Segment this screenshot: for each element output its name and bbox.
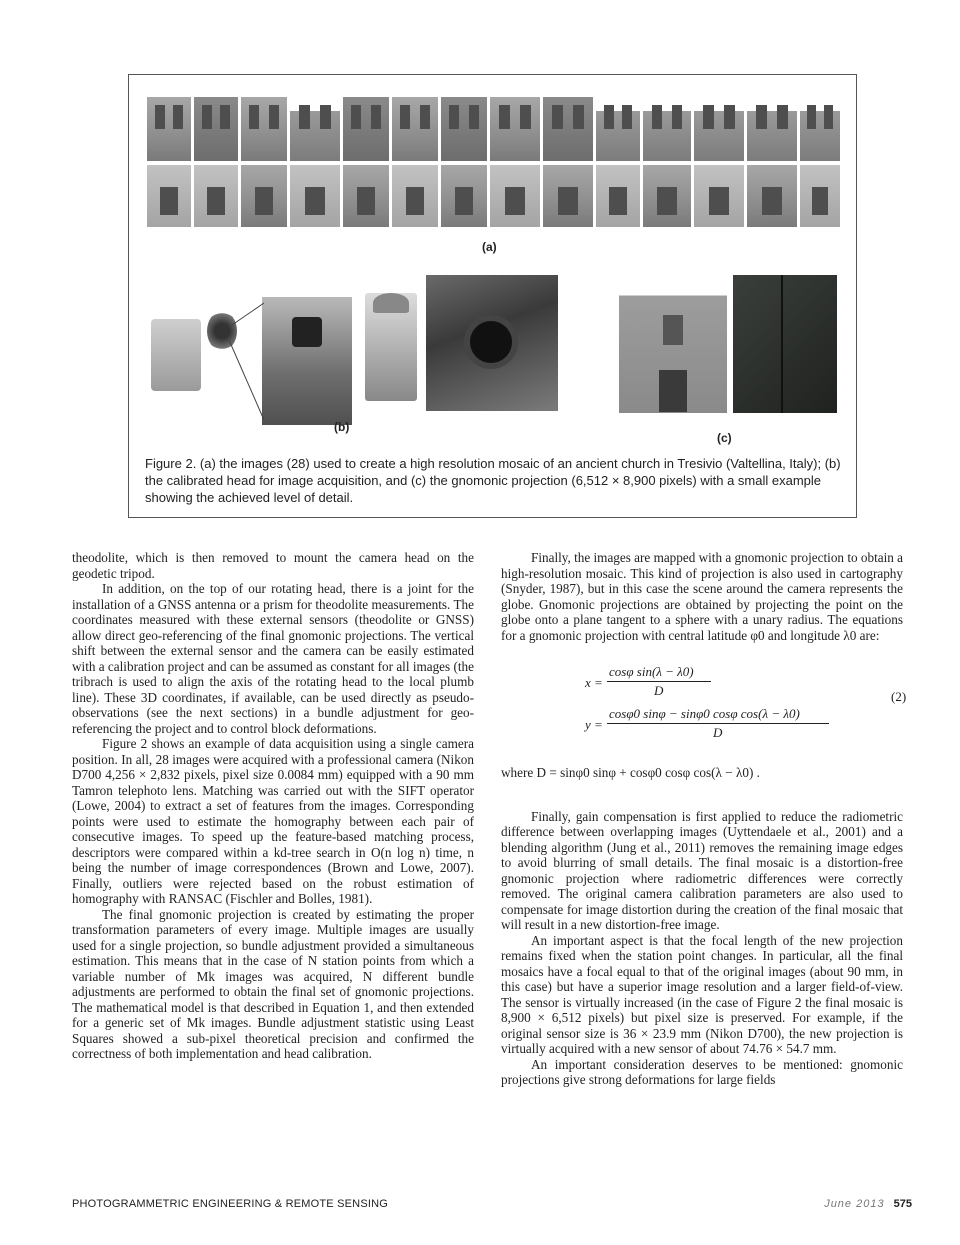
paragraph: In addition, on the top of our rotating head, there is a joint for the installation of a GNSS antenna or a prism for theodolite measurements. The coordinates measured with these external sensors (theodolite or GNSS) allow direct geo-referencing of the final gnomonic projections. The vertical shift between the external sensor and the camera can be easily estimated with a calibration project and can be assumed as constant for all images (the tribrach is used to align the axis of the rotating head to the local plumb line). These 3D coordinates, if available, can be used directly as pseudo-observations (see the next sections) in a bundle adjustment for geo-referencing the project and to control block deformations. [72,581,474,736]
paragraph: Finally, gain compensation is first applied to reduce the radiometric difference between overlapping images (Uyttendaele et al., 2001) and a blending algorithm (Jung et al., 2011) removes the remaining image edges to avoid blurring of small details. The final mosaic is a distortion-free gnomonic projection where radiometric differences were correctly removed. The original camera calibration parameters are also used to compensate for image distortion during the creation of the final mosaic that will result in a new distortion-free image. [501,808,903,932]
where-line: where D = sinφ0 sinφ + cosφ0 cosφ cos(λ − λ0) . [501,765,760,780]
paragraph: theodolite, which is then removed to mount the camera head on the geodetic tripod. [72,550,474,581]
paragraph: An important consideration deserves to be mentioned: gnomonic projections give strong deformations for large fields [501,1056,903,1087]
page-footer-right [824,1198,912,1210]
figure-label-b: (b) [334,420,350,434]
detail-example-photo [733,275,837,413]
journal-name: PHOTOGRAMMETRIC ENGINEERING & REMOTE SENSING [72,1198,389,1210]
paragraph: Finally, the images are mapped with a gnomonic projection to obtain a high-resolution mosaic. This kind of projection is also used in cartography (Snyder, 1987), but in this case the scene around the camera represents the globe. Gnomonic projections are obtained by projecting the point on the globe onto a plane tangent to a sphere with a unary radius. The equations for a gnomonic projection with central latitude φ0 and longitude λ0 are: [501,550,903,643]
figure-label-c: (c) [717,431,732,445]
eq-y-fraction-line [607,723,829,724]
eq-x-numerator: cosφ sin(λ − λ0) [609,664,694,679]
figure-label-a: (a) [482,240,497,254]
equation-2 [501,643,907,765]
equation-number: (2) [891,689,907,704]
paragraph: The final gnomonic projection is created by estimating the proper transformation parameters of every image. Multiple images are usually used for a single projection, so bundle adjustment provided a simultaneous estimation. This means that in the case of N station points from which a variable number of Mk images was acquired, N different bundle adjustments are performed to obtain the final set of gnomonic projections. The mathematical model is that described in Equation 1, and then extended for a generic set of Mk images. Bundle adjustment statistic using Least Squares showed a sub-pixel theoretical precision and confirmed the correctness of both implementation and head calibration. [72,906,474,1061]
gnomonic-projection-photo [619,275,727,413]
right-column [501,550,907,1088]
issue-date: June 2013 [824,1198,885,1210]
eq-y-denominator: D [713,725,723,740]
page-number: 575 [893,1198,912,1210]
figure-2 [128,74,857,518]
figure-caption: Figure 2. (a) the images (28) used to create a high resolution mosaic of an ancient church in Tresivio (Valtellina, Italy); (b) the calibrated head for image acquisition, and (c) the gnomonic projection (6,512 × 8,900 pixels) with a small example showing the achieved level of detail. [145,456,841,505]
eq-x-denominator: D [654,683,664,698]
eq-y-numerator: cosφ0 sinφ − sinφ0 cosφ cos(λ − λ0) [609,706,800,721]
eq-x-fraction-line [607,681,711,682]
paragraph: Figure 2 shows an example of data acquisition using a single camera position. In all, 28 images were acquired with a professional camera (Nikon D700 4,256 × 2,832 pixels, pixel size 0.0084 mm) equipped with a 90 mm Tamron telephoto lens. Matching was carried out with the SIFT operator (Lowe, 2004) to extract a set of features from the images. Corresponding points were used to estimate the homography between each pair of consecutive images. To speed up the feature-based matching process, descriptors were compared within a kd-tree search in O(n log n) time, n being the number of image correspondences (Brown and Lowe, 2007). Finally, outliers were rejected based on the robust estimation of homography with RANSAC (Fischler and Bolles, 1981). [72,736,474,906]
eq-y-lhs: y = [585,717,603,732]
left-column [72,550,474,1062]
eq-x-lhs: x = [585,675,603,690]
paragraph: An important aspect is that the focal length of the new projection remains fixed when the station point changes. In particular, all the final mosaics have a focal equal to that of the original images (about 90 mm, in this case) but have a superior image resolution and a larger field-of-view. The sensor is virtually increased (in the case of Figure 2 the final mosaic is 8,900 × 6,512 pixels) but pixel size is preserved. For example, if the original sensor size is 36 × 23.9 mm (Nikon D700), the new projection is virtually acquired with a new sensor of about 74.76 × 54.7 mm. [501,932,903,1056]
